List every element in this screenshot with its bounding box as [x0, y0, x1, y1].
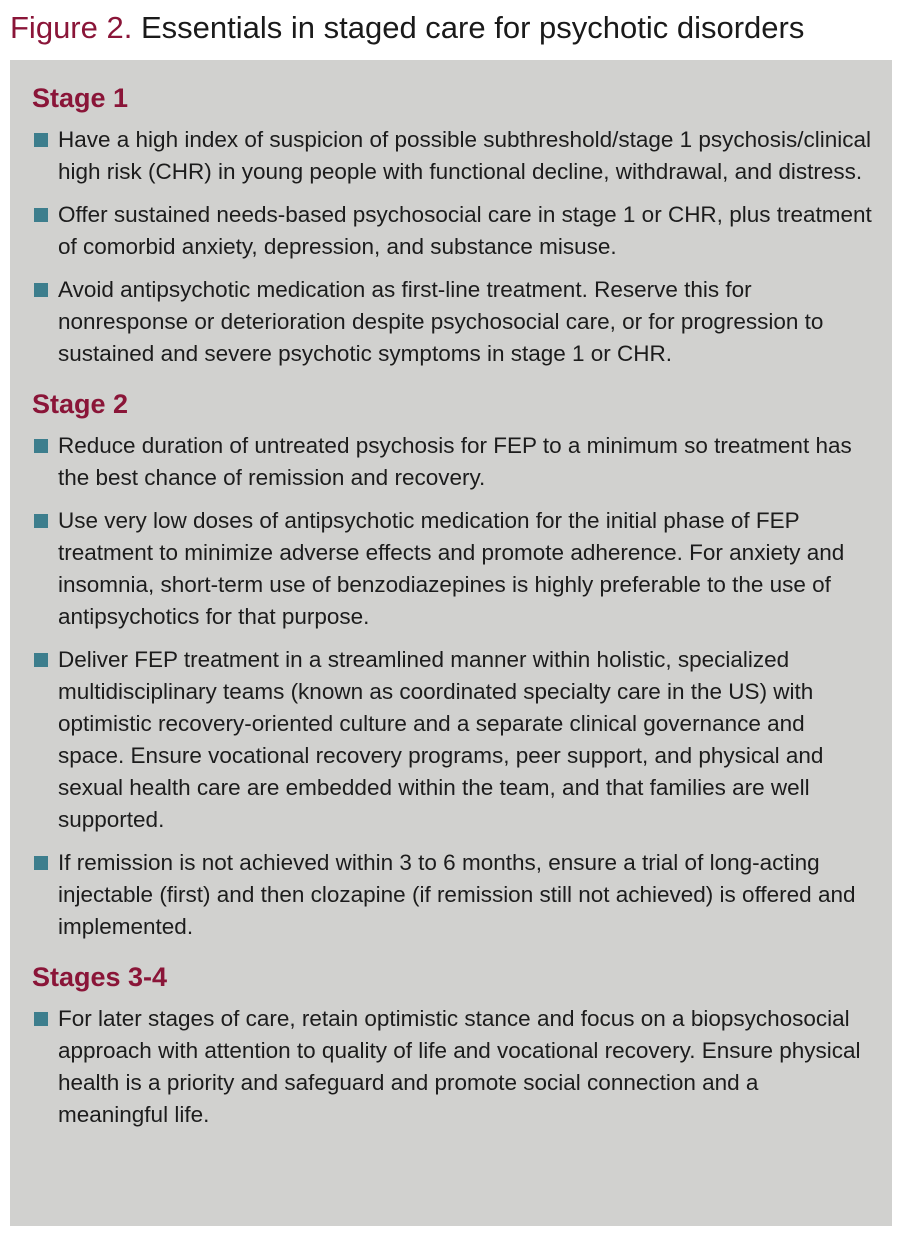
list-item [32, 199, 872, 263]
bullet-list [32, 430, 872, 943]
list-item [32, 1003, 872, 1131]
list-item-text: If remission is not achieved within 3 to 6 months, ensure a trial of long-acting injectable (first) and then clozapine (if remission still not achieved) is offered and implemented. [58, 850, 856, 939]
list-item-text: Deliver FEP treatment in a streamlined manner within holistic, specialized multidisciplinary teams (known as coordinated specialty care in the US) with optimistic recovery-oriented culture and a separate clinical governance and space. Ensure vocational recovery programs, peer support, and physical and sexual health care are embedded within the team, and that families are well supported. [58, 647, 824, 832]
square-bullet-icon [34, 514, 48, 528]
stage-heading: Stage 1 [32, 83, 129, 113]
stage-3-4-section [32, 959, 872, 1131]
list-item-text: Reduce duration of untreated psychosis for FEP to a minimum so treatment has the best chance of remission and recovery. [58, 433, 852, 490]
bullet-list [32, 124, 872, 370]
square-bullet-icon [34, 439, 48, 453]
content-panel [10, 60, 892, 1226]
list-item [32, 644, 872, 836]
list-item-text: Avoid antipsychotic medication as first-line treatment. Reserve this for nonresponse or deterioration despite psychosocial care, or for progression to sustained and severe psychotic symptoms in stage 1 or CHR. [58, 277, 824, 366]
figure-title-text: Essentials in staged care for psychotic disorders [140, 10, 805, 45]
square-bullet-icon [34, 653, 48, 667]
square-bullet-icon [34, 1012, 48, 1026]
square-bullet-icon [34, 856, 48, 870]
square-bullet-icon [34, 208, 48, 222]
list-item [32, 430, 872, 494]
list-item-text: Use very low doses of antipsychotic medication for the initial phase of FEP treatment to minimize adverse effects and promote adherence. For anxiety and insomnia, short-term use of benzodiazepines is highly preferable to the use of antipsychotics for that purpose. [58, 508, 845, 629]
list-item-text: For later stages of care, retain optimistic stance and focus on a biopsychosocial approach with attention to quality of life and vocational recovery. Ensure physical health is a priority and safeguard and promote social connection and a meaningful life. [58, 1006, 861, 1127]
list-item [32, 847, 872, 943]
list-item [32, 505, 872, 633]
stage-heading: Stages 3-4 [32, 962, 168, 992]
stage-heading: Stage 2 [32, 389, 129, 419]
bullet-list [32, 1003, 872, 1131]
square-bullet-icon [34, 283, 48, 297]
stage-1-section [32, 80, 872, 370]
list-item-text: Offer sustained needs-based psychosocial care in stage 1 or CHR, plus treatment of comorbid anxiety, depression, and substance misuse. [58, 202, 872, 259]
figure-label: Figure 2. [10, 10, 133, 45]
stage-2-section [32, 386, 872, 943]
list-item [32, 124, 872, 188]
figure-title [10, 8, 804, 48]
list-item [32, 274, 872, 370]
list-item-text: Have a high index of suspicion of possible subthreshold/stage 1 psychosis/clinical high risk (CHR) in young people with functional decline, withdrawal, and distress. [58, 127, 871, 184]
square-bullet-icon [34, 133, 48, 147]
